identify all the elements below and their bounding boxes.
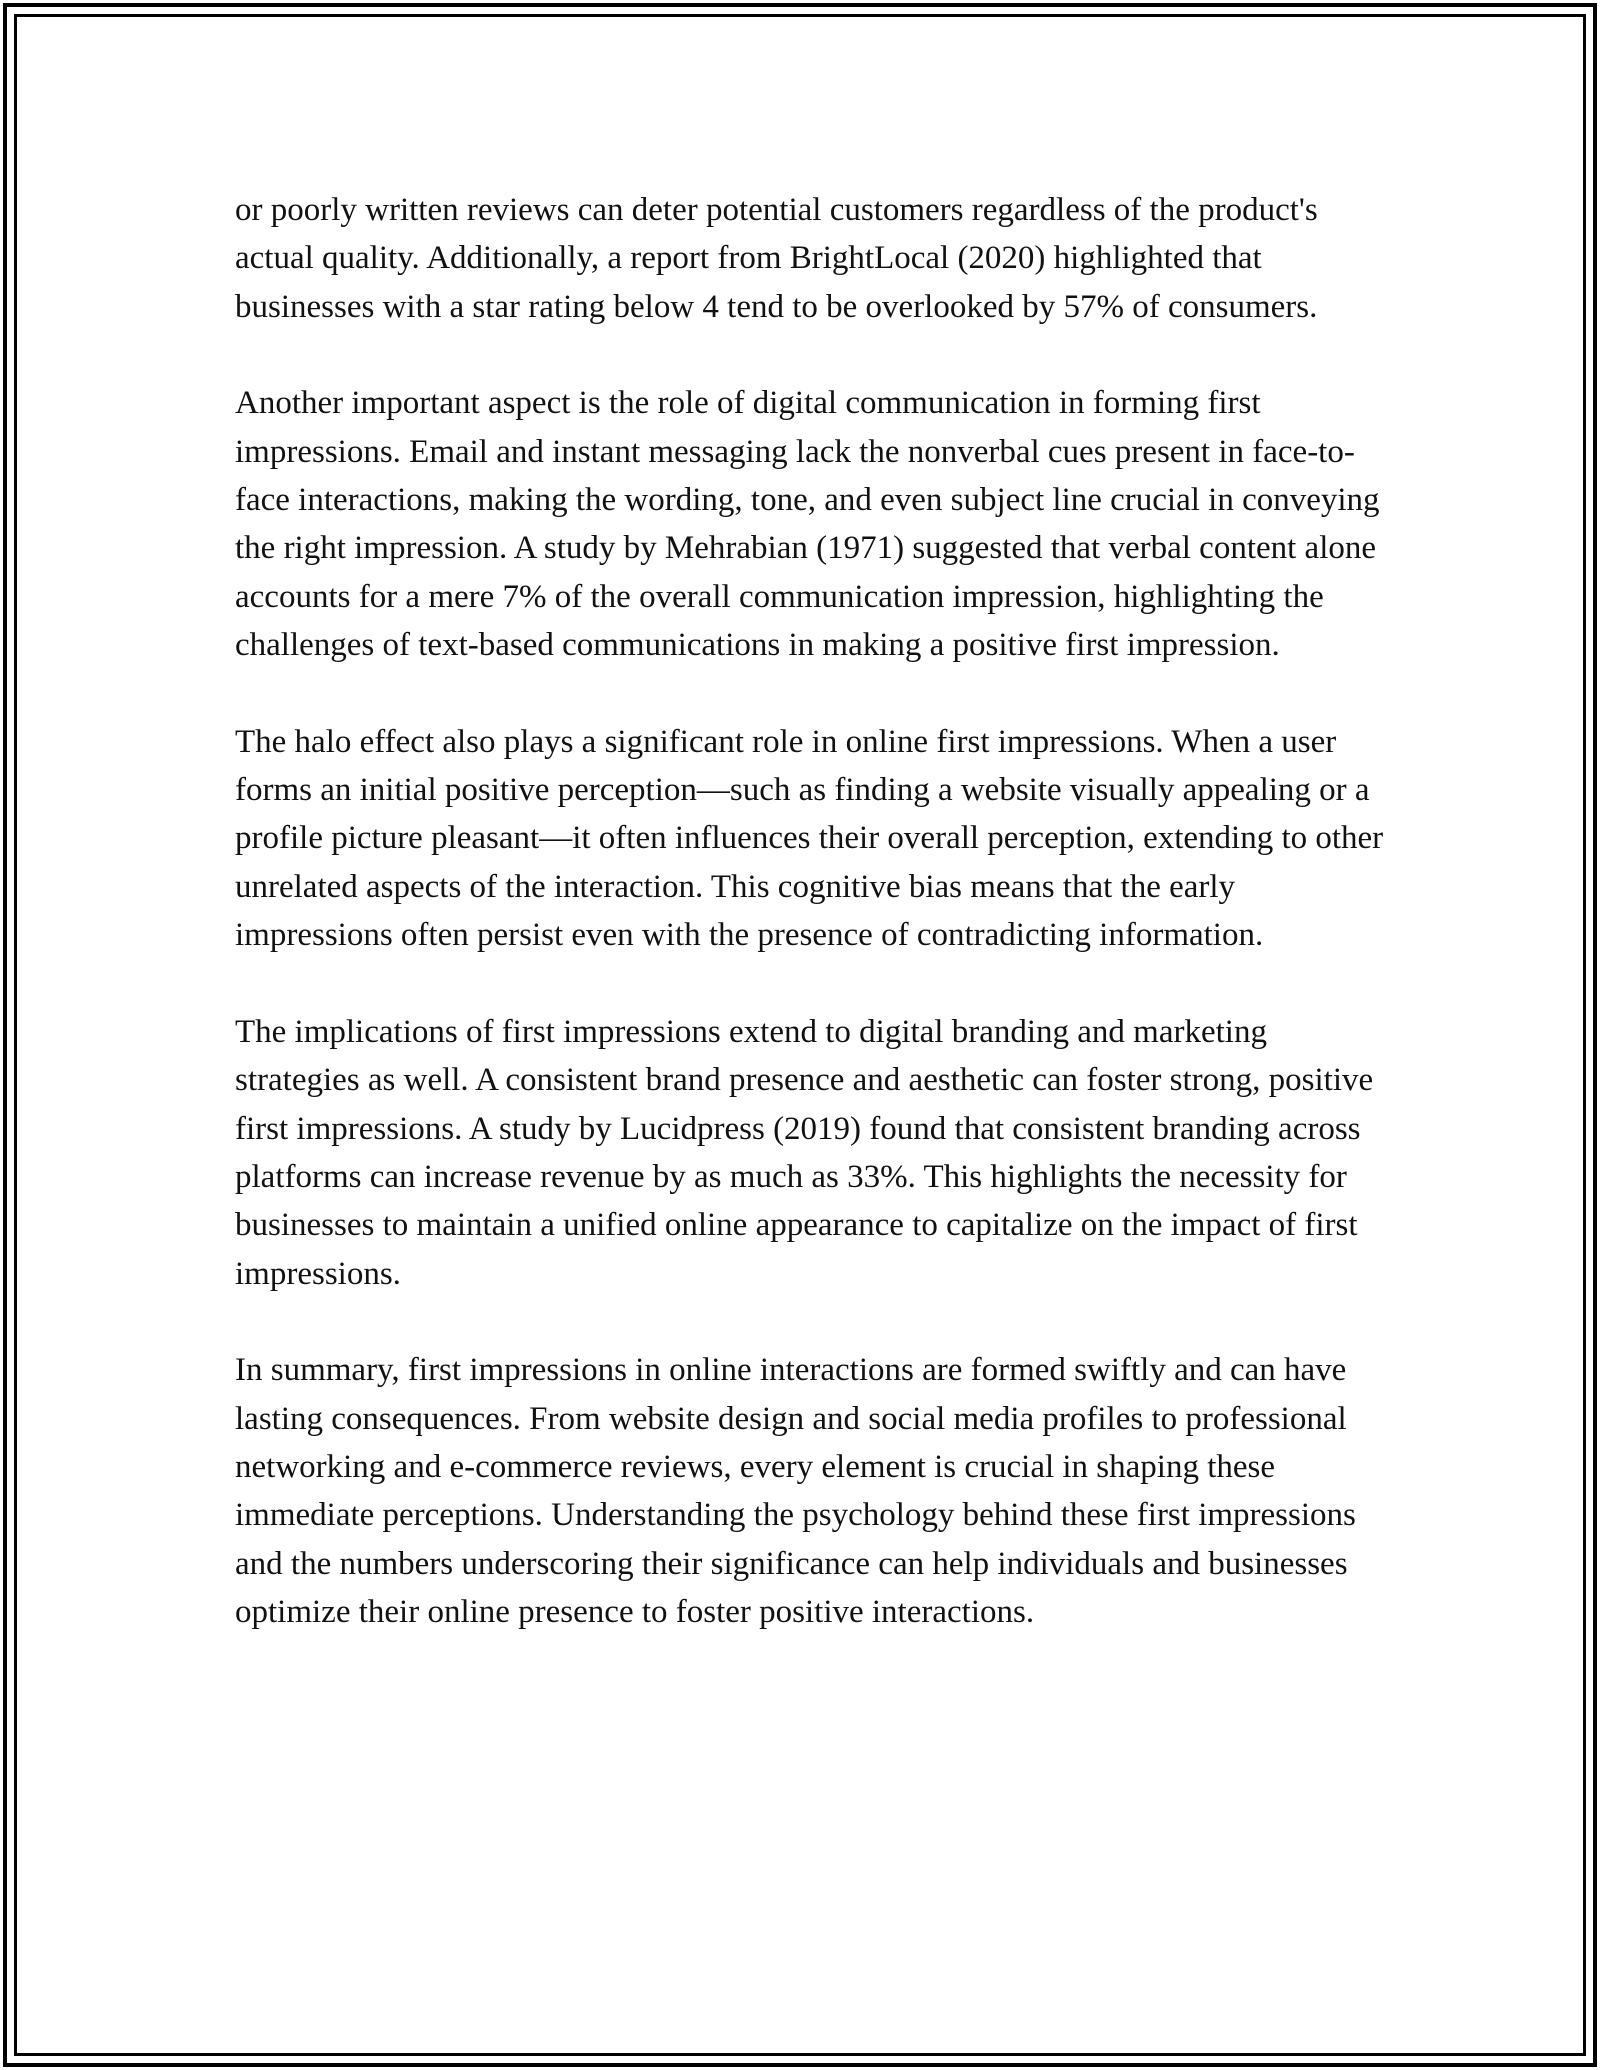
paragraph-summary: In summary, first impressions in online interactions are formed swiftly and can have lasting consequences. From website design and social media profiles to professional networking and e-commerce reviews, every element is crucial in shaping these immediate perceptions. Understanding the psychology behind these first impressions and the numbers underscoring their significance can help individuals and businesses optimize their online presence to foster positive interactions. [235, 1352, 1356, 1631]
paragraph-digital-communication: Another important aspect is the role of digital communication in forming first impressions. Email and instant messaging lack the nonverbal cues present in face-to-face interactions, making the wording, tone, and even subject line crucial in conveying the right impression. A study by Mehrabian (1971) suggested that verbal content alone accounts for a mere 7% of the overall communication impression, highlighting the challenges of text-based communications in making a positive first impression. [235, 385, 1380, 664]
document-body [235, 186, 1385, 1685]
paragraph-reviews: or poorly written reviews can deter potential customers regardless of the product's actual quality. Additionally, a report from BrightLocal (2020) highlighted that businesses with a star rating below 4 tend to be overlooked by 57% of consumers. [235, 192, 1318, 325]
paragraph-branding: The implications of first impressions extend to digital branding and marketing strategies as well. A consistent brand presence and aesthetic can foster strong, positive first impressions. A study by Lucidpress (2019) found that consistent branding across platforms can increase revenue by as much as 33%. This highlights the necessity for businesses to maintain a unified online appearance to capitalize on the impact of first impressions. [235, 1013, 1374, 1292]
paragraph-halo-effect: The halo effect also plays a significant role in online first impressions. When a user forms an initial positive perception—such as finding a website visually appealing or a profile picture pleasant—it often influences their overall perception, extending to other unrelated aspects of the interaction. This cognitive bias means that the early impressions often persist even with the presence of contradicting information. [235, 723, 1384, 954]
